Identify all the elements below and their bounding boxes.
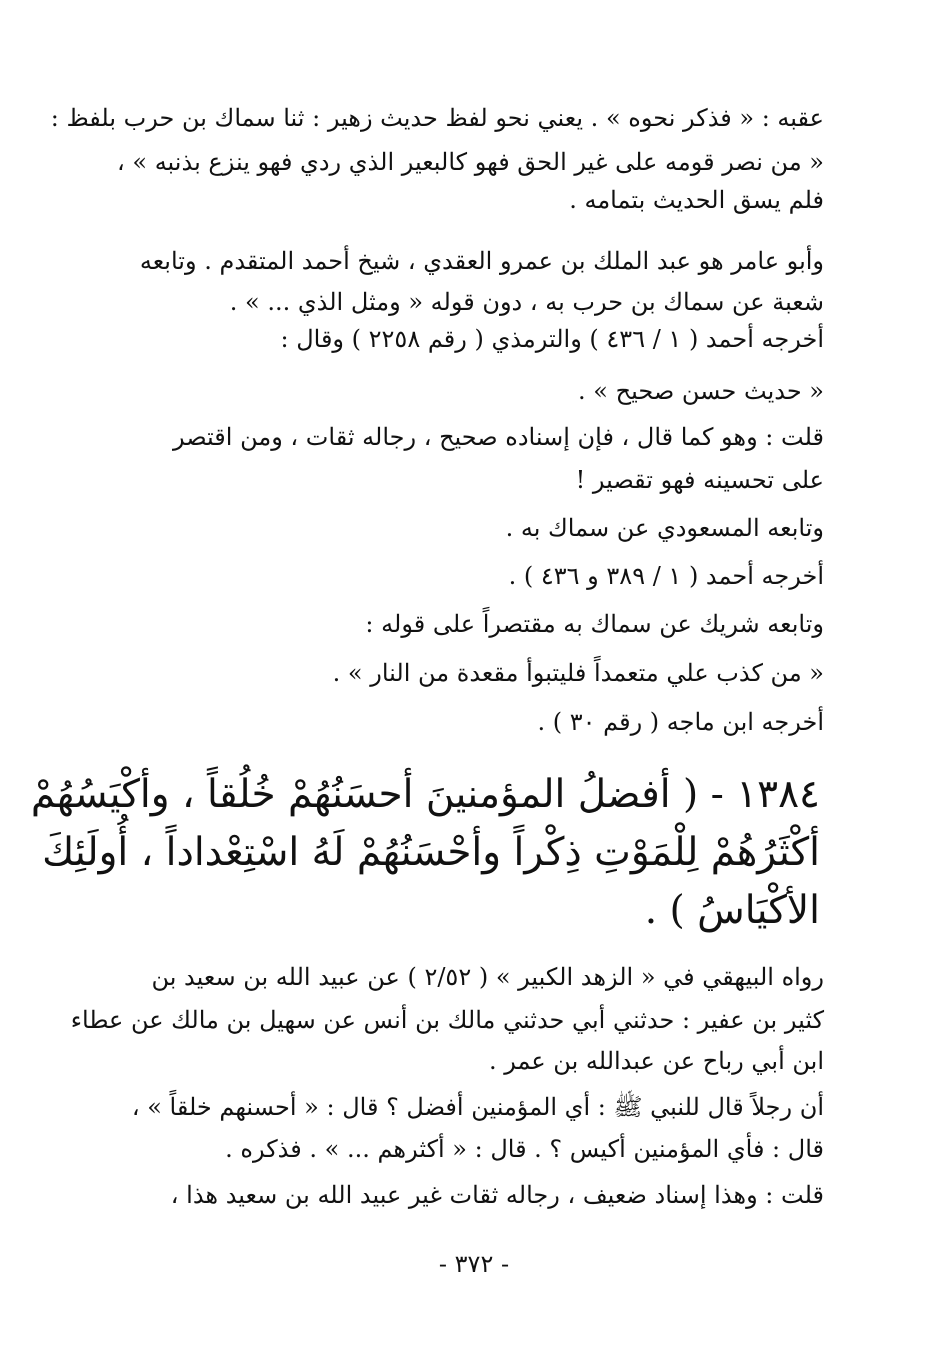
text-line-11: أخرجه أحمد ( ١ / ٣٨٩ و ٤٣٦ ) . bbox=[508, 562, 824, 590]
text-line-14: أخرجه ابن ماجه ( رقم ٣٠ ) . bbox=[537, 708, 824, 736]
hadith-heading-line-1: ١٣٨٤ - ( أفضلُ المؤمنينَ أحسَنُهُمْ خُلُقاً ، وأكْيَسُهُمْ bbox=[30, 772, 820, 817]
text-line-20: قلت : وهذا إسناد ضعيف ، رجاله ثقات غير عبيد الله بن سعيد هذا ، bbox=[170, 1181, 824, 1209]
text-line-3: فلم يسق الحديث بتمامه . bbox=[569, 186, 824, 214]
text-line-18: أن رجلاً قال للنبي ﷺ : أي المؤمنين أفضل ؟ قال : « أحسنهم خلقاً » ، bbox=[131, 1093, 824, 1121]
text-line-16: كثير بن عفير : حدثني أبي حدثني مالك بن أنس عن سهيل بن مالك عن عطاء bbox=[70, 1006, 824, 1034]
text-line-1: عقبه : « فذكر نحوه » . يعني نحو لفظ حديث زهير : ثنا سماك بن حرب بلفظ : bbox=[50, 104, 824, 132]
text-line-15: رواه البيهقي في « الزهد الكبير » ( ٢/٥٢ ) عن عبيد الله بن سعيد بن bbox=[151, 963, 824, 991]
text-line-19: قال : فأي المؤمنين أكيس ؟ . قال : « أكثرهم ... » . فذكره . bbox=[225, 1135, 824, 1163]
text-line-9: على تحسينه فهو تقصير ! bbox=[575, 466, 824, 494]
text-line-8: قلت : وهو كما قال ، فإن إسناده صحيح ، رجاله ثقات ، ومن اقتصر bbox=[173, 423, 824, 451]
text-line-5: شعبة عن سماك بن حرب به ، دون قوله « ومثل الذي ... » . bbox=[229, 288, 824, 316]
text-line-2: « من نصر قومه على غير الحق فهو كالبعير الذي ردي فهو ينزع بذنبه » ، bbox=[117, 148, 824, 176]
text-line-17: ابن أبي رباح عن عبدالله بن عمر . bbox=[488, 1047, 824, 1075]
text-line-7: « حديث حسن صحيح » . bbox=[578, 377, 824, 405]
page-number: - ٣٧٢ - bbox=[438, 1250, 510, 1278]
hadith-heading-line-2: أكْثَرُهُمْ لِلْمَوْتِ ذِكْراً وأحْسَنُهُمْ لَهُ اسْتِعْداداً ، أُولَئِكَ bbox=[42, 830, 820, 875]
text-line-13: « من كذب علي متعمداً فليتبوأ مقعدة من النار » . bbox=[332, 659, 824, 687]
hadith-heading-line-3: الأكْيَاسُ ) . bbox=[644, 888, 820, 933]
text-line-4: وأبو عامر هو عبد الملك بن عمرو العقدي ، شيخ أحمد المتقدم . وتابعه bbox=[139, 247, 824, 275]
text-line-12: وتابعه شريك عن سماك به مقتصراً على قوله : bbox=[365, 610, 824, 638]
text-line-10: وتابعه المسعودي عن سماك به . bbox=[505, 514, 824, 542]
text-line-6: أخرجه أحمد ( ١ / ٤٣٦ ) والترمذي ( رقم ٢٢٥٨ ) وقال : bbox=[280, 325, 824, 353]
